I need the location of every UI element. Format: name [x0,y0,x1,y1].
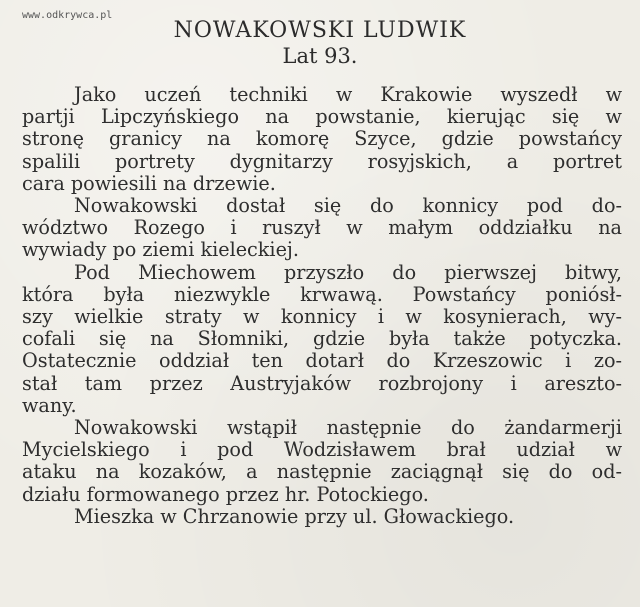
text-line: Pod Miechowem przyszło do pierwszej bitwy, [74,260,622,284]
text-line: cara powiesili na drzewie. [22,171,276,195]
text-line: wywiady po ziemi kieleckiej. [22,238,299,262]
text-line: Nowakowski dostał się do konnicy pod do- [74,194,622,218]
page-subtitle: Lat 93. [282,44,358,68]
text-line: stronę granicy na komorę Szyce, gdzie powstańcy [22,127,622,151]
text-line: wany. [22,393,77,417]
body-text [22,84,622,528]
text-line: działu formowanego przez hr. Potockiego. [22,482,429,506]
text-line: partji Lipczyńskiego na powstanie, kierując się w [22,105,622,129]
text-line: Jako uczeń techniki w Krakowie wyszedł w [74,83,622,106]
text-line: wództwo Rozego i ruszył w małym oddziałku na [22,216,622,240]
text-line: Ostatecznie oddział ten dotarł do Krzeszowic i zo- [22,349,622,373]
page-title: NOWAKOWSKI LUDWIK [173,18,467,43]
text-line: stał tam przez Austryjaków rozbrojony i areszto- [22,371,622,395]
text-line: szy wielkie straty w konnicy i w kosynierach, wy- [22,305,622,329]
watermark: www.odkrywca.pl [22,10,113,21]
text-line: cofali się na Słomniki, gdzie była także potyczka. [22,327,622,351]
text-line: spalili portrety dygnitarzy rosyjskich, a portret [22,149,622,173]
text-line: Nowakowski wstąpił następnie do żandarmerji [74,416,622,440]
text-line: ataku na kozaków, a następnie zaciągnął się do od- [22,460,622,484]
text-line: Mieszka w Chrzanowie przy ul. Głowackiego. [74,504,515,528]
text-line: Mycielskiego i pod Wodzisławem brał udział w [22,438,622,462]
text-line: która była niezwykle krwawą. Powstańcy poniósł- [22,282,622,306]
